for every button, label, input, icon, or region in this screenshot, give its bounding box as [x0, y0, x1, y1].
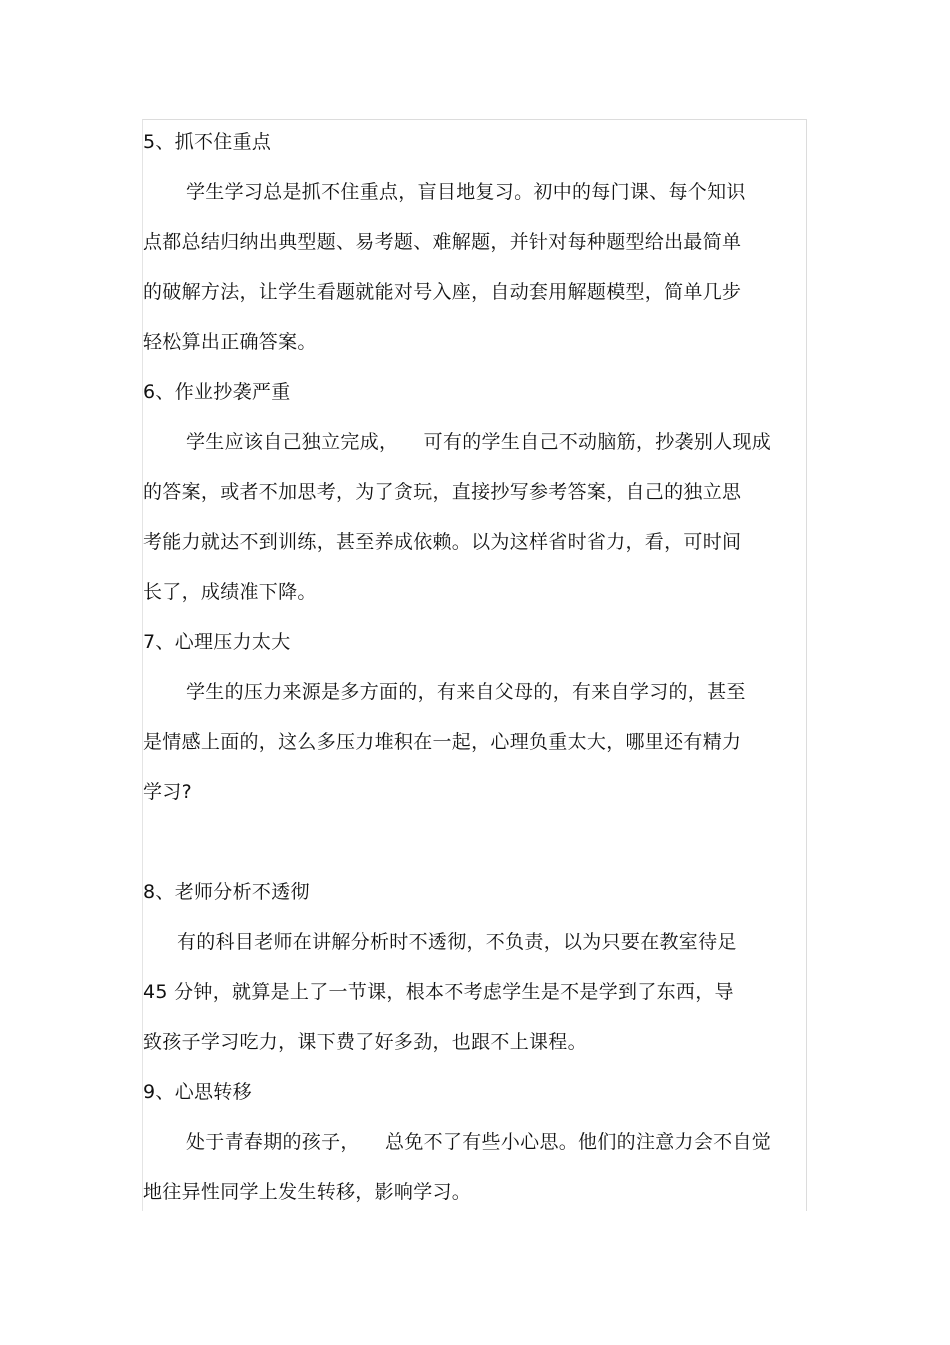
- paragraph-line: 学生应该自己独立完成， 可有的学生自己不动脑筋，抄袭别人现成: [186, 431, 772, 453]
- paragraph-line: 考能力就达不到训练，甚至养成依赖。以为这样省时省力，看，可时间: [143, 531, 742, 553]
- section-heading-8: 8、老师分析不透彻: [143, 881, 310, 903]
- paragraph-line: 轻松算出正确答案。: [143, 331, 317, 353]
- paragraph-line: 的破解方法，让学生看题就能对号入座，自动套用解题模型，简单几步: [143, 281, 742, 303]
- paragraph-line: 是情感上面的，这么多压力堆积在一起，心理负重太大，哪里还有精力: [143, 731, 742, 753]
- paragraph-line: 的答案，或者不加思考，为了贪玩，直接抄写参考答案，自己的独立思: [143, 481, 742, 503]
- paragraph-line: 点都总结归纳出典型题、易考题、难解题，并针对每种题型给出最简单: [143, 231, 742, 253]
- paragraph-line: 长了，成绩准下降。: [143, 581, 317, 603]
- paragraph-line: 致孩子学习吃力，课下费了好多劲，也跟不上课程。: [143, 1031, 587, 1053]
- paragraph-line: 有的科目老师在讲解分析时不透彻，不负责，以为只要在教室待足: [177, 931, 737, 953]
- section-heading-9: 9、心思转移: [143, 1081, 252, 1103]
- paragraph-line: 学生的压力来源是多方面的，有来自父母的，有来自学习的，甚至: [186, 681, 746, 703]
- section-heading-7: 7、心理压力太大: [143, 631, 291, 653]
- paragraph-line: 地往异性同学上发生转移，影响学习。: [143, 1181, 472, 1203]
- paragraph-line: 处于青春期的孩子， 总免不了有些小心思。他们的注意力会不自觉: [186, 1131, 772, 1153]
- paragraph-line: 学习?: [143, 781, 192, 803]
- paragraph-line: 学生学习总是抓不住重点，盲目地复习。初中的每门课、每个知识: [186, 181, 746, 203]
- section-heading-6: 6、作业抄袭严重: [143, 381, 291, 403]
- section-heading-5: 5、抓不住重点: [143, 131, 272, 153]
- paragraph-line: 45 分钟，就算是上了一节课，根本不考虑学生是不是学到了东西，导: [143, 981, 734, 1003]
